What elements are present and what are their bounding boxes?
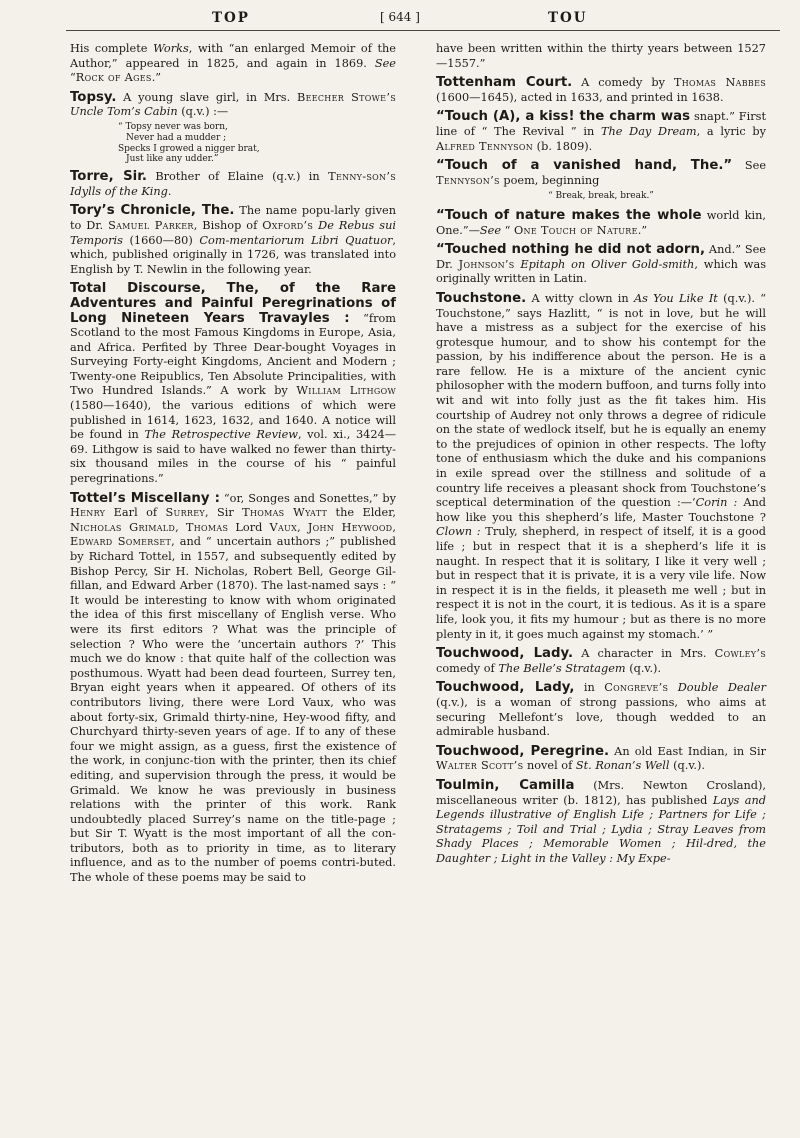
headword: Touchwood, Peregrine. bbox=[436, 743, 610, 759]
header-left-word: TOP bbox=[212, 10, 250, 26]
headword: Topsy. bbox=[70, 89, 117, 105]
entry-continuation: His complete Works, with “an enlarged Memoir of the Author,” appeared in 1825, and again in 1869. See “Rock of Ages.” bbox=[70, 42, 396, 85]
headword: Touchstone. bbox=[436, 290, 527, 306]
headword: Total Discourse, The, of the Rare Adventures and Painful Peregrinations of Long Nineteen Years Travayles : bbox=[70, 281, 396, 326]
entry-topsy: Topsy. A young slave girl, in Mrs. Beecher Stowe’s Uncle Tom’s Cabin (q.v.) :— “ Topsy never was born, Never had a mudder ; Specks I growed a nigger brat, Just like any udder.” bbox=[70, 89, 396, 165]
headword: Touchwood, Lady, bbox=[436, 680, 575, 696]
headword: “Touch of a vanished hand, The.” bbox=[436, 158, 733, 174]
header-right-word: TOU bbox=[548, 10, 588, 26]
verse-quote: “ Topsy never was born, Never had a mudder ; Specks I growed a nigger brat, Just like any udder.” bbox=[118, 121, 260, 165]
entry-torys-chronicle: Tory’s Chronicle, The. The name popu-larly given to Dr. Samuel Parker, Bishop of Oxford’s De Rebus sui Temporis (1660—80) Com-mentariorum Libri Quatuor, which, published originally in 1726, was translated into English by T. Newlin in the following year. bbox=[70, 203, 396, 276]
entry-torre: Torre, Sir. Brother of Elaine (q.v.) in Tenny-son’s Idylls of the King. bbox=[70, 169, 396, 198]
entry-touchstone: Touchstone. A witty clown in As You Like It (q.v.). “ Touchstone,” says Hazlitt, “ is not in love, but he will have a mistress as a subject for the exercise of his grotesque humour, and to show his contempt for the passion, by his indifference about the person. He is a rare fellow. He is a mixture of the ancient cynic philosopher with the modern buffoon, and turns folly into wit and wit into folly just as the fit takes him. His courtship of Audrey not only throws a degree of ridicule on the state of wedlock itself, but he is equally an enemy to the prejudices of opinion in other respects. The lofty tone of enthusiasm which the duke and his companions in exile spread over the stillness and solitude of a country life receives a pleasant shock from Touchstone’s sceptical determination of the question :—‘Corin : And how like you this shepherd’s life, Master Touchstone ? Clown : Truly, shepherd, in respect of itself, it is a good life ; but in respect that it is a shepherd’s life it is naught. In respect that it is solitary, I like it very well ; but in respect that it is private, it is a very vile life. Now in respect it is in the fields, it pleaseth me well ; but in respect it is not in the court, it is tedious. As it is a spare life, look you, it fits my humour ; but as there is no more plenty in it, it goes much against my stomach.’ ” bbox=[436, 290, 766, 641]
running-header bbox=[0, 4, 800, 34]
entry-touchwood-lady-congreve: Touchwood, Lady, in Congreve’s Double Dealer (q.v.), is a woman of strong passions, who aims at securing Mellefont’s love, though wedded to an admirable husband. bbox=[436, 680, 766, 739]
right-column bbox=[436, 42, 766, 871]
entry-touchwood-peregrine: Touchwood, Peregrine. An old East Indian, in Sir Walter Scott’s novel of St. Ronan’s Well (q.v.). bbox=[436, 743, 766, 773]
entry-touch-of-nature: “Touch of nature makes the whole world kin, One.”—See “ One Touch of Nature.” bbox=[436, 207, 766, 237]
entry-continuation: have been written within the thirty years between 1527—1557.” bbox=[436, 42, 766, 70]
headword: “Touched nothing he did not adorn, bbox=[436, 242, 706, 258]
headword: Tottenham Court. bbox=[436, 75, 573, 91]
header-rule bbox=[66, 30, 780, 31]
headword: “Touch of nature makes the whole bbox=[436, 207, 702, 223]
page-number: [ 644 ] bbox=[380, 10, 420, 24]
entry-touched-nothing: “Touched nothing he did not adorn, And.” See Dr. Johnson’s Epitaph on Oliver Gold-smith, which was originally written in Latin. bbox=[436, 242, 766, 286]
headword: Toulmin, Camilla bbox=[436, 777, 575, 793]
entry-touch-a-kiss: “Touch (A), a kiss! the charm was snapt.” First line of “ The Revival ” in The Day Dream, a lyric by Alfred Tennyson (b. 1809). bbox=[436, 109, 766, 153]
entry-toulmin-camilla: Toulmin, Camilla (Mrs. Newton Crosland), miscellaneous writer (b. 1812), has published Lays and Legends illustrative of English Life ; Partners for Life ; Stratagems ; Toil and Trial ; Lydia ; Stray Leaves from Shady Places ; Memorable Women ; Hil-dred, the Daughter ; Light in the Valley : My Expe- bbox=[436, 777, 766, 865]
entry-tottels-miscellany: Tottel’s Miscellany : “or, Songes and Sonettes,” by Henry Earl of Surrey, Sir Thomas Wyatt the Elder, Nicholas Grimald, Thomas Lord Vaux, John Heywood, Edward Somerset, and “ uncertain authors ;” published by Richard Tottel, in 1557, and subsequently edited by Bishop Percy, Sir H. Nicholas, Robert Bell, George Gil-fillan, and Edward Arber (1870). The last-named says : “ It would be interesting to know with whom originated the idea of this first miscellany of English verse. Who were its first editors ? What was the principle of selection ? Who were the ‘uncertain authors ?’ This much we do know : that quite half of the collection was posthumous. Wyatt had been dead fourteen, Surrey ten, Bryan eight years when it appeared. Of others of its contributors living, there were Lord Vaux, who was about forty-six, Grimald thirty-nine, Hey-wood fifty, and Churchyard thirty-seven years of age. If to any of these four we might assign, as a guess, first the existence of the work, in conjunc-tion with the printer, then its chief editing, and supervision through the press, it would be Grimald. We know he was previously in business relations with the printer of this work. Rank undoubtedly placed Surrey’s name on the title-page ; but Sir T. Wyatt is the most important of all the con-tributors, both as to priority in time, as to literary influence, and as to the number of poems contri-buted. The whole of these poems may be said to bbox=[70, 490, 396, 885]
left-column bbox=[70, 42, 396, 891]
headword: Tory’s Chronicle, The. bbox=[70, 203, 235, 219]
entry-total-discourse: Total Discourse, The, of the Rare Adventures and Painful Peregrinations of Long Nineteen Years Travayles : “from Scotland to the most Famous Kingdoms in Europe, Asia, and Africa. Perfited by Three Dear-bought Voyages in Surveying Forty-eight Kingdoms, Ancient and Modern ; Twenty-one Reipublics, Ten Absolute Principalities, with Two Hundred Islands.” A work by William Lithgow (1580—1640), the various editions of which were published in 1614, 1623, 1632, and 1640. A notice will be found in The Retrospective Review, vol. xi., 3424—69. Lithgow is said to have walked no fewer than thirty-six thousand miles in the course of his “ painful peregrinations.” bbox=[70, 281, 396, 486]
headword: “Touch (A), a kiss! the charm was bbox=[436, 109, 691, 125]
verse-quote: “ Break, break, break.” bbox=[548, 191, 654, 202]
headword: Touchwood, Lady. bbox=[436, 646, 574, 662]
headword: Tottel’s Miscellany : bbox=[70, 490, 220, 506]
entry-touch-vanished-hand: “Touch of a vanished hand, The.” See Tennyson’s poem, beginning “ Break, break, break.” bbox=[436, 159, 766, 204]
entry-touchwood-lady-cowley: Touchwood, Lady. A character in Mrs. Cowley’s comedy of The Belle’s Stratagem (q.v.). bbox=[436, 646, 766, 675]
headword: Torre, Sir. bbox=[70, 169, 147, 185]
entry-tottenham-court: Tottenham Court. A comedy by Thomas Nabbes (1600—1645), acted in 1633, and printed in 1638. bbox=[436, 75, 766, 104]
